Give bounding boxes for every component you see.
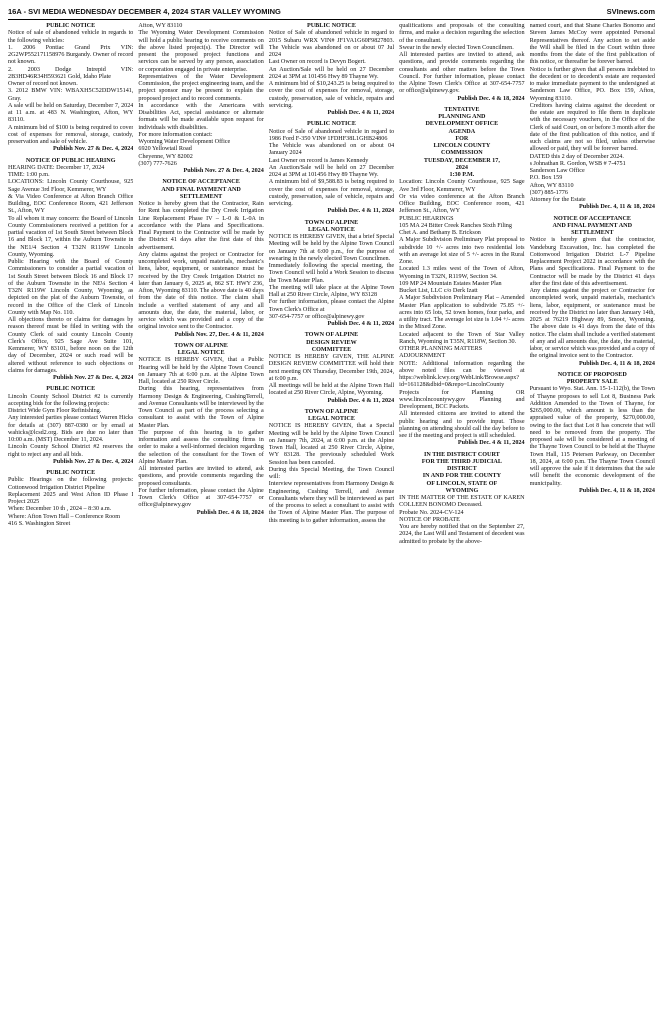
- notice-text: Notice of sale of abandoned vehicle in regards to the following vehicles:: [8, 30, 134, 44]
- notice-text: A sale will be held on Saturday, December 7, 2024 at 11 a.m. at 483 N. Washington, Afton, WY 83110.: [8, 102, 134, 124]
- notice-text: For more information contact:: [138, 131, 213, 138]
- notice-text: Notice is hereby given that the contractor, Vandeburg Excavation, Inc. has completed the Cottonwood Irrigation District L-7 Pipeline Replacement Project 2022 in accordance with the Plans and Specifications. Final Payment to the Contractor will be made by the District 41 days after the first date of this advertisement.: [529, 237, 655, 287]
- legal-notice: [138, 179, 263, 339]
- notice-text: named court, and that Shane Charles Bonomo and Steven James McCoy were appointed Personal Representatives thereof. Any action to set aside the Will shall be filed in the Court within three months from the date of the first publication of this notice, or thereafter be forever barred.: [529, 23, 655, 66]
- notice-text: All interested parties are invited to attend, ask questions, and provide comments regarding the consultants and other matters before the Town Council. For further information, please contact the Alpine Town Clerk's Office at 307-654-7757 or office@alpinewy.gov.: [399, 52, 525, 95]
- notice-title: SETTLEMENT: [179, 193, 223, 200]
- notice-text: Projects for Planning OR www.lincolncountywy.gov Planning and Development, BCC Packets.: [399, 389, 525, 410]
- notice-text: Cheyenne, WY 82002: [138, 153, 193, 160]
- notice-title: TOWN OF ALPINE: [304, 332, 359, 339]
- notice-text: NOTICE IS HEREBY GIVEN, THE ALPINE DESIGN REVIEW COMMITTEE will hold their next meeting ON Thursday, December 19th, 2024, at 6:00 p.m.: [268, 354, 395, 382]
- notice-title: PUBLIC NOTICE: [306, 23, 356, 29]
- notice-title: NOTICE OF PUBLIC HEARING: [25, 157, 116, 164]
- legal-notice: [8, 470, 133, 528]
- notice-text: Located adjacent to the Town of Star Valley Ranch, Wyoming in T35N, R118W, Section 30.: [399, 331, 525, 345]
- notice-title: PUBLIC NOTICE: [306, 121, 356, 128]
- legal-notice: [530, 216, 655, 368]
- notice-text: 2. 2003 Dodge Intrepid VIN: 2B3HD46R34H593621 Gold, Idaho Plate: [8, 66, 134, 80]
- notice-text: Any claims against the project or Contractor for uncompleted work, unpaid materials, mechanic's liens, labor, equipment, or sustenance must be received by the District no later than January 14th, 2025 at 76219 Highway 89, Smoot, Wyoming. The above date is 41 days from the date of this notice. The claim shall include a verified statement of any and all amounts due, the date, the material, labor, or service which was provided and a copy of the original invoice sent to the Contractor.: [529, 288, 655, 360]
- notice-text: The purpose of this hearing is to gather information and assess the consulting firms in order to make a well-informed decision regarding the selection of the consultant for the Town of Alpine Master Plan.: [138, 429, 264, 465]
- notice-title: LEGAL NOTICE: [177, 350, 225, 356]
- notice-text: Attorney for the Estate: [529, 197, 586, 203]
- notice-text: NOTICE OF PROBATE: [399, 516, 460, 523]
- notice-text: Pursuant to Wyo. Stat. Ann. 15-1-112(b), the Town of Thayne proposes to sell Lot 8, Business Park Addition Amended to the Town of Thayne, for $265,000.00, which amount is less than the appraised value of the property, $270,000.00, owing to the fact that Lot 8 has concrete that will need to be removed from the property. The proposed sale will be considered at a meeting of the Thayne Town Council to be held at the Thayne Town Hall, 115 Petersen Parkway, on December 18, 2024, at 6:00 p.m. The Thayne Town Council will approve the sale if it determines that the sale will benefit the economic development of the municipality.: [529, 386, 655, 487]
- notice-text: Replacement 2025 and West Afton ID Phase I Project 2025: [8, 491, 134, 505]
- notice-text: The meeting will take place at the Alpine Town Hall at 250 River Circle, Alpine, WY 83128: [268, 284, 395, 298]
- header-rule: [8, 19, 655, 20]
- publish-dates: Publish Dec. 4, 11 & 18, 2024: [579, 487, 655, 494]
- notice-title: PUBLIC NOTICE: [46, 386, 96, 393]
- folio: 16A - SVI MEDIA WEDNESDAY DECEMBER 4, 2024 STAR VALLEY WYOMING: [8, 6, 281, 16]
- notice-text: Representatives of the Water Development Commission, the project engineering team, and the project sponsor may be present to explain the proposed project and to record comments.: [138, 73, 264, 102]
- legal-notice: [530, 23, 655, 212]
- notice-title: TOWN OF ALPINE: [304, 408, 359, 415]
- notice-title: IN THE DISTRICT COURT: [423, 451, 500, 458]
- notice-text: Located 1.3 miles west of the Town of Afton, Wyoming in T32N, R119W, Section 34.: [399, 266, 525, 280]
- notice-text: Probate No. 2024-CV-124: [399, 509, 464, 516]
- notice-text: OTHER PLANNING MATTERS: [399, 346, 483, 352]
- notice-text: 105 MA 24 Bitter Creek Ranches Sixth Filing: [399, 222, 512, 229]
- notice-text: An Auction/Sale will be held on 27 December 2024 at 3PM at 101456 Hwy 89 Thayne Wy.: [268, 66, 395, 80]
- notice-text: NOTICE IS HEREBY GIVEN, that a brief Special Meeting will be held by the Alpine Town Council on January 7th at 6:00 p.m., for the purpose of swearing in the newly elected Town Councilmen.: [268, 234, 395, 262]
- notice-text: s Johnathan R. Gordon, WSB # 7-4751: [529, 160, 626, 167]
- notice-text: 6920 Yellowtail Road: [138, 146, 192, 153]
- notice-text: Creditors having claims against the decedent or the estate are required to file them in duplicate with the necessary vouchers, in the Office of the Clerk of said Court, on or before 3 month after the date of the first publication of this notice, and if such claims are not so filed, unless otherwise allowed or paid, they will be forever barred.: [529, 102, 655, 153]
- notice-title: 1:30 P.M.: [449, 172, 475, 178]
- notice-text: 416 S. Washington Street: [8, 520, 71, 527]
- notice-text: Public Hearing with the Board of County Commissioners to consider a partial vacation of 1st South Street between Block 16 and Block 17 of the Auburn Townsite in the NE¼ Section 4 T32N R119W Lincoln County, Wyoming, as depicted on the plat of the Auburn Townsite, of record in the Office of the Clerk of Lincoln County with Map No. 110.: [8, 259, 134, 316]
- notice-text: HEARING DATE: December 17, 2024: [8, 164, 105, 171]
- notice-text: (307) 777-7626: [138, 160, 177, 167]
- notice-text: Any claims against the project or Contractor for uncompleted work, unpaid materials, mechanic's liens, labor, equipment, or sustenance must be received by the Dry Creek Irrigation District no later than January 6, 2025 at, 862 ST. HWY 236, Afton, Wyoming 83110. The above date is 40 days from the date of this notice. The claim shall include a verified statement of any and all amounts due, the date, the material, labor, or service which was provided and a copy of the original invoice sent to the Contractor.: [138, 251, 264, 331]
- legal-notice: [530, 372, 655, 495]
- notice-text: TIME: 1:00 p.m.: [8, 172, 50, 178]
- notice-text: All objections thereto or claims for damages by reason thereof must be filed in writing with the County Clerk of said county Lincoln County Clerk's Office, 925 Sage Ave Suite 101, Kemmerer, WY 83101, before noon on the 12th day of December, 2024 or such road will be altered without reference to such objections or claims for damages.: [8, 317, 134, 374]
- legal-notice: [269, 332, 394, 405]
- notice-text: All meetings will be held at the Alpine Town Hall located at 250 River Circle, Alpine, Wyoming.: [268, 383, 395, 397]
- publish-dates: Publish Dec. 4 & 11, 2024: [327, 321, 395, 327]
- notice-title: COMMISSION: [441, 150, 483, 157]
- publish-dates: Publish Dec. 4 & 11, 2024: [327, 208, 395, 215]
- notice-title: TOWN OF ALPINE: [304, 219, 359, 226]
- notice-text: A minimum bid of $9,588.83 is being required to cover the cost of expenses for removal, storage, custody, preservation, sale of vehicle, repairs and servicing.: [268, 179, 395, 207]
- column-1: [8, 23, 133, 1019]
- notice-text: 3. 2012 BMW VIN: WBAXH5C52DDW15141, Gray.: [8, 88, 134, 102]
- notice-text: 1. 2006 Pontiac Grand Prix VIN: 2G2WP552171158976 Burgandy. Owner of record not known.: [8, 44, 134, 66]
- notice-text: Notice of Sale of abandoned vehicle in regard to 1986 Ford F-350 VIN# 1FDHF38L1GHB24806: [268, 128, 395, 142]
- notice-text: Lincoln County School District #2 reserves the right to reject any and all bids.: [8, 444, 134, 458]
- notice-title: PUBLIC NOTICE: [46, 23, 96, 29]
- publish-dates: Publish Nov. 27 & Dec. 4, 2024: [53, 458, 134, 465]
- notice-text: Any interested parties please contact Warren Hicks for details at (307) 887-0380 or by email at wahicks@lcsd2.org. Bids are due no later than 10:00 a.m. (MST) December 11, 2024.: [8, 415, 134, 443]
- notice-title: FOR THE THIRD JUDICIAL: [421, 458, 502, 465]
- notice-title: AND FINAL PAYMENT AND: [552, 222, 633, 229]
- publish-dates: Publish Dec. 4 & 18, 2024: [457, 95, 525, 102]
- publish-dates: Publish Dec. 4 & 11, 2024: [327, 397, 395, 404]
- publish-dates: Publish Dec. 4 & 18, 2024: [196, 509, 264, 516]
- column-3: [269, 23, 394, 1019]
- notice-text: DATED this 2 day of December 2024.: [529, 153, 624, 160]
- notice-text: In accordance with the Americans with Disabilities Act, special assistance or alternate formats will be made available upon request for individuals with disabilities.: [138, 102, 264, 131]
- page-header: [8, 4, 655, 18]
- legal-notice: [8, 386, 133, 466]
- notice-text: Afton, WY 83110: [138, 23, 183, 29]
- legal-notice: [399, 23, 524, 103]
- notice-text: Notice is further given that all persons indebted to the decedent or to decedent's estate are requested to make immediate payment to the undersigned at Sanderson Law Office, PO. Box 159, Afton, Wyoming 83110.: [529, 66, 655, 102]
- notice-text: A Major Subdivision Preliminary Plat proposal to subdivide 10 +/- acres into two residential lots with an average lot size of 5 +/- acres in the Rural Zone.: [399, 237, 525, 265]
- notice-text: Wyoming Water Development Office: [138, 139, 231, 145]
- notice-text: NOTICE IS HEREBY GIVEN, that a Public Hearing will be held by the Alpine Town Council on January 7th at 6:00 p.m. at the Alpine Town Hall, located at 250 River Circle.: [138, 357, 264, 385]
- notice-title: OF LINCOLN, STATE OF: [426, 480, 498, 487]
- notice-title: LINCOLN COUNTY: [433, 143, 491, 149]
- notice-text: Interview representatives from Harmony Design & Engineering, Cushing Terrell, and Avenue Consultants where they will be interviewed as part of the process to select a consultant to assist with the Town of Alpine Master Plan. The purpose of this meeting is to gather information, assess the: [268, 481, 395, 524]
- notice-text: The Wyoming Water Development Commission will hold a public hearing to receive comments on the above listed project(s). The Director will present the proposed project functions and services can be served by any person, association or corporation engaged in private enterprise.: [138, 30, 264, 73]
- notice-text: Swear in the newly elected Town Councilmen.: [399, 44, 514, 51]
- notice-text: Immediately following the special meeting, the Town Council will hold a Work Session to discuss the Town Master Plan.: [268, 263, 395, 284]
- publish-dates: Publish Nov. 27 & Dec. 4, 2024: [183, 168, 264, 174]
- publish-dates: Publish Dec. 4 & 11, 2024: [327, 110, 395, 116]
- notice-text: Last Owner on record is Devyn Bogert.: [268, 59, 366, 66]
- notice-text: 109 MP 24 Mountain Estates Master Plan: [399, 280, 502, 287]
- publish-dates: Publish Nov. 27 & Dec. 4, 2024: [53, 375, 134, 381]
- notice-title: COMMITTEE: [311, 346, 352, 353]
- notice-text: An Auction/Sale will be held on 27 December 2024 at 3PM at 101456 Hwy 89 Thayne Wy.: [268, 164, 395, 178]
- notice-text: NOTICE IS HEREBY GIVEN, that a Special Meeting will be held by the Alpine Town Council on January 7th, 2024, at 6:00 p.m. at the Alpine Town Hall, located at 250 River Circle, Alpine, WY 83128. The previously scheduled Work Session has been canceled.: [268, 423, 395, 466]
- publish-dates: Publish Dec. 4 & 11, 2024: [457, 440, 525, 447]
- column-5: [530, 23, 655, 1019]
- notice-text: A minimum bid of $100 is being required to cover cost of expenses for removal, storage, custody, preservation and sale of vehicle.: [8, 124, 134, 145]
- notice-text: P.O. Box 159: [529, 175, 563, 182]
- notice-title: PUBLIC NOTICE: [46, 470, 96, 476]
- notice-text: A Major Subdivision Preliminary Plat – Amended Master Plan application to subdivide 75.85 +/- acres into 65 lots, 52 town homes, four parks, and a utility tract. The average lot size is 1.04 +/- acres in the Mixed Zone.: [399, 295, 525, 331]
- notice-text: PUBLIC HEARINGS: [399, 215, 454, 222]
- legal-notice: [269, 409, 394, 525]
- notice-text: Owner of record not known.: [8, 81, 78, 87]
- notice-text: IN THE MATTER OF THE ESTATE OF KAREN COLLEEN BONOMO Deceased.: [399, 495, 525, 509]
- notice-text: When: December 10 th , 2024 – 8:30 a.m.: [8, 506, 112, 513]
- notice-title: AND FINAL PAYMENT AND: [161, 186, 241, 193]
- notice-text: Or via video conference at the Afton Branch Office Building, EOC Conference room, 421 Jefferson St., Afton, WY: [399, 193, 525, 215]
- notice-text: Lincoln County School District #2 is currently accepting bids for the following projects:: [8, 393, 134, 407]
- notice-title: LEGAL NOTICE: [308, 416, 355, 422]
- notice-title: DISTRICT: [447, 466, 477, 472]
- legal-notice: [269, 220, 394, 329]
- notice-text: Public Hearings on the following projects: Cottonwood Irrigation District Pipeline: [8, 477, 134, 491]
- notice-title: 2024: [455, 164, 468, 171]
- notice-text: During this hearing, representatives from Harmony Design & Engineering, CushingTerrell, and Avenue Consultants will be interviewed by the Town Council as part of the process selecting a consultant to assist with the Town of Alpine Master Plan.: [138, 386, 264, 429]
- notice-title: SETTLEMENT: [571, 230, 614, 236]
- notice-text: The Vehicle was abandoned on or about 04 January 2024: [268, 143, 395, 157]
- legal-notice: [269, 23, 394, 117]
- notice-title: TOWN OF ALPINE: [174, 342, 228, 349]
- notice-title: AGENDA: [448, 128, 476, 135]
- column-4: [399, 23, 524, 1019]
- notice-text: Bucket List, LLC c/o Derk Izatt: [399, 288, 478, 294]
- notice-title: DEVELOPMENT OFFICE: [425, 121, 499, 128]
- legal-notice: [269, 121, 394, 215]
- notice-text: Sanderson Law Office: [529, 168, 585, 174]
- legal-notice: [8, 158, 133, 383]
- notice-text: For further information, please contact the Alpine Town Clerk's Office at: [268, 299, 395, 313]
- publish-dates: Publish Dec. 4, 11 & 18, 2024: [579, 204, 655, 211]
- legal-notice: [138, 23, 263, 175]
- notice-text: Afton, WY 83110: [529, 182, 574, 189]
- notice-title: LEGAL NOTICE: [308, 226, 355, 233]
- notice-title: PROPERTY SALE: [566, 379, 618, 385]
- notice-text: NOTE: Additional information regarding the above noted files can be viewed at https://weblink.lcwy.org/WebLink/Browse.aspx?id=161128&dbid=0&repo=LincolnCounty: [399, 360, 525, 389]
- notice-text: qualifications and proposals of the consulting firms, and make a decision regarding the selection of the consultant.: [399, 23, 525, 44]
- notice-text: (307) 885-1776: [529, 189, 568, 196]
- notice-text: Where: Afton Town Hall – Conference Room: [8, 513, 121, 520]
- notice-text: All interested parties are invited to attend, ask questions, and provide comments regarding the proposed consultants.: [138, 466, 264, 487]
- notice-title: PLANNING AND: [438, 114, 486, 120]
- notice-title: WYOMING: [445, 487, 479, 494]
- notice-text: All interested citizens are invited to attend the public hearing and to provide input. Those planning on attending should call the day before to see if the meeting and project is still scheduled.: [399, 411, 525, 439]
- notice-text: Last Owner on record is James Kennedy: [268, 157, 369, 164]
- notice-title: TUESDAY, DECEMBER 17,: [423, 157, 500, 164]
- legal-notice: [8, 23, 133, 154]
- notice-text: To all whom it may concern: the Board of Lincoln County Commissioners received a petition for a partial vacation of 1st South Street between Block 16 and Block 17, within the Auburn Townsite in the NE1/4 Section 4 T32N R119W Lincoln County, Wyoming.: [8, 215, 134, 258]
- notice-text: Notice is hereby given that the Contractor, Rain for Rent has completed the Dry Creek Irrigation Line Replacement Phase IV – L-0 & L-0A in accordance with the Plans and Specifications. Final Payment to the Contractor will be made by the District 41 days after the first date of this advertisement.: [138, 201, 264, 251]
- legal-notice: [399, 107, 524, 448]
- notice-text: District Wide Gym Floor Refinishing.: [8, 408, 102, 414]
- notice-columns: [8, 23, 655, 1019]
- legal-notice: [399, 452, 524, 546]
- notice-title: NOTICE OF ACCEPTANCE: [162, 179, 240, 186]
- notice-text: A minimum bid of $10,243.25 is being required to cover the cost of expenses for removal, storage, custody, preservation, sale of vehicle, repairs and servicing.: [268, 81, 395, 109]
- notice-text: Chet A. and Bethany B. Erickson: [399, 230, 481, 236]
- notice-text: For further information, please contact the Alpine Town Clerk's Office at 307-654-7757 or office@alpinewy.gov: [138, 487, 264, 509]
- notice-text: You are hereby notified that on the September 27, 2024, the Last Will and Testament of decedent was admitted to probate by the above-: [399, 524, 525, 545]
- notice-title: NOTICE OF ACCEPTANCE: [553, 215, 631, 222]
- publish-dates: Publish Nov. 27 & Dec. 4, 2024: [53, 146, 134, 153]
- notice-text: LOCATIONS: Lincoln County Courthouse, 925 Sage Avenue 3rd Floor, Kemmerer, WY: [8, 179, 134, 193]
- notice-text: Notice of Sale of abandoned vehicle in regard to 2015 Subaru WRX VIN# JF1VA1G60F9827803. The Vehicle was abandoned on or about 07 Jul 2024: [268, 30, 395, 58]
- site-url: SVInews.com: [606, 6, 655, 16]
- notice-title: TENTATIVE: [444, 106, 480, 113]
- notice-title: FOR: [455, 135, 469, 142]
- notice-title: NOTICE OF PROPOSED: [557, 371, 627, 378]
- notice-text: Location: Lincoln County Courthouse, 925 Sage Ave 3rd Floor, Kemmerer, WY: [399, 179, 525, 193]
- legal-notice: [138, 343, 263, 517]
- notice-text: ADJOURNMENT: [399, 353, 446, 360]
- notice-text: & Via Video Conference at Afton Branch Office Building, EOC Conference Room, 421 Jefferson St., Afton, WY: [8, 193, 134, 215]
- notice-title: IN AND FOR THE COUNTY: [422, 473, 502, 480]
- notice-title: DESIGN REVIEW: [306, 339, 357, 346]
- publish-dates: Publish Dec. 4, 11 & 18, 2024: [579, 360, 655, 367]
- column-2: [138, 23, 263, 1019]
- publish-dates: Publish Nov. 27, Dec. 4 & 11, 2024: [174, 331, 264, 338]
- notice-text: 307-654-7757 or office@alpinewy.gov: [268, 313, 365, 320]
- notice-text: During this Special Meeting, the Town Council will:: [268, 466, 395, 480]
